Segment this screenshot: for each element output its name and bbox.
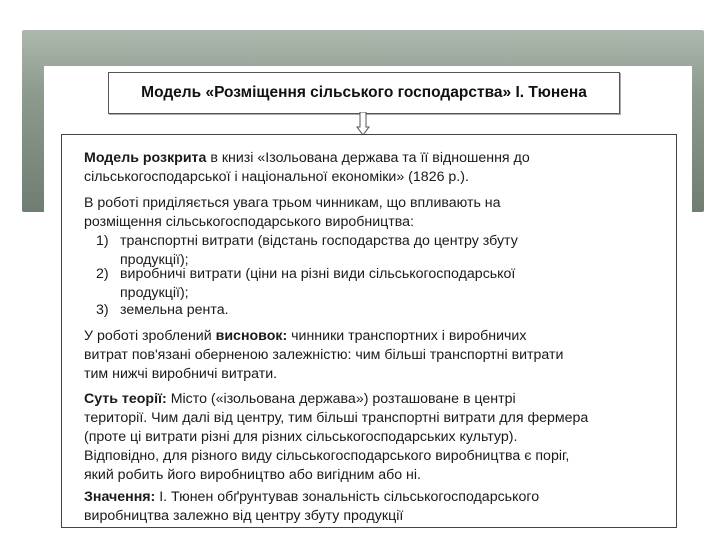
paragraph-theory-line-2: території. Чим далі від центру, тим більші транспортні витрати для фермера [84, 410, 589, 426]
paragraph-conclusion-line-2: витрат пов'язані оберненою залежністю: чим більші транспортні витрати [84, 347, 564, 363]
theory-text-1: Місто («ізольована держава») розташоване в центрі [166, 391, 516, 407]
list-item-3-line-1: земельна рента. [120, 302, 229, 318]
content-box [61, 134, 677, 528]
title-box [108, 72, 620, 114]
list-item-3-number: 3) [96, 302, 109, 318]
list-item-1-number: 1) [96, 233, 109, 249]
conclusion-pre: У роботі зроблений [84, 328, 216, 344]
title-text: Модель «Розміщення сільського господарства» І. Тюнена [141, 84, 587, 101]
paragraph-factors-line-2: розміщення сільськогосподарського виробництва: [84, 214, 414, 230]
paragraph-intro-line-2: сільськогосподарської і національної економіки» (1826 р.). [84, 169, 469, 185]
list-item-1-line-1: транспортні витрати (відстань господарства до центру збуту [120, 233, 518, 249]
paragraph-significance-line-2: виробництва залежно від центру збуту продукції [84, 508, 404, 524]
conclusion-text-1: чинники транспортних і виробничих [287, 328, 527, 344]
paragraph-theory-line-1 [84, 390, 516, 409]
theory-bold: Суть теорії: [84, 391, 167, 407]
intro-text-1: в книзі «Ізольована держава та її відношення до [206, 150, 530, 166]
intro-bold: Модель розкрита [84, 150, 207, 166]
paragraph-significance-line-1 [84, 488, 539, 507]
list-item-2-line-2: продукції); [120, 285, 189, 301]
list-item-1-line-2: продукції); [120, 252, 189, 268]
list-item-2-line-1: виробничі витрати (ціни на різні види сільськогосподарської [120, 266, 516, 282]
paragraph-theory-line-5: який робить його виробництво або вигідним або ні. [84, 467, 421, 483]
paragraph-theory-line-3: (проте ці витрати різні для різних сільськогосподарських культур). [84, 429, 518, 445]
paragraph-conclusion-line-1 [84, 327, 526, 346]
list-item-2-number: 2) [96, 266, 109, 282]
paragraph-intro-line-1 [84, 149, 530, 168]
significance-text-1: І. Тюнен обґрунтував зональність сільськогосподарського [155, 489, 540, 505]
paragraph-theory-line-4: Відповідно, для різного виду сільськогосподарського виробництва є поріг, [84, 448, 570, 464]
significance-bold: Значення: [84, 489, 156, 505]
paragraph-conclusion-line-3: тим нижчі виробничі витрати. [84, 366, 278, 382]
down-arrow-icon [356, 112, 370, 136]
conclusion-bold: висновок: [215, 328, 288, 344]
paragraph-factors-line-1: В роботі приділяється увага трьом чинникам, що впливають на [84, 195, 501, 211]
